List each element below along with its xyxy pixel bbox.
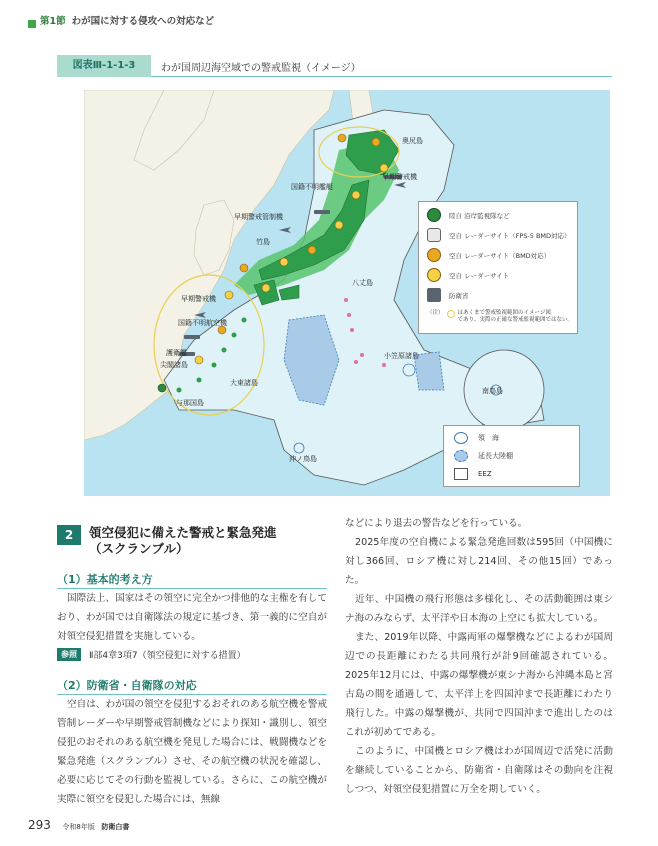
label-kokuseki: 国籍不明艦艇 [291,183,333,191]
label-ogasawara: 小笠原諸島 [384,352,419,360]
legend-row-2: 空自 レーダーサイト（FPS-5 BMD対応） [427,228,571,242]
section2-heading [57,525,327,557]
section-title [40,13,214,27]
reference-badge: 参照 [57,648,81,661]
paragraph-4: 近年、中国機の飛行形態は多様化し、その活動範囲は東シナ海のみならず、太平洋や日本海の上空にも拡大している。 [345,594,613,624]
figure-badge: 図表Ⅲ-1-1-3 [57,55,151,77]
section-number: 第1節 [40,16,66,27]
territorial-sea-icon [454,432,468,444]
subheading-2: （2）防衛省・自衛隊の対応 [57,677,327,695]
label-daito: 大東諸島 [230,379,258,387]
figure-title: わが国周辺海空域での警戒監視（イメージ） [161,63,361,74]
label-okinotori: 沖ノ鳥島 [289,455,317,463]
radar-site-icon [427,268,441,282]
label-souki2: 早期警戒機 [181,295,216,303]
label-hachijo: 八丈島 [352,279,373,287]
bmd-radar-icon [427,248,441,262]
paragraph-6: このように、中国機とロシア機はわが国周辺で活発に活動を継続していることから、防衛省・自衛隊はその動向を注視しつつ、対領空侵犯措置に万全を期していく。 [345,746,613,795]
section2-number: 2 [57,525,81,545]
map-legend [418,201,578,334]
section-subtitle: わが国に対する侵攻への対応など [71,16,215,27]
paragraph-2: 空自は、わが国の領空を侵犯するおそれのある航空機を警戒管制レーダーや早期警戒管制機などにより探知・識別し、領空侵犯のおそれのある航空機を発見した場合には、戦闘機などを緊急発進（スクランブル）させ、その航空機の状況を確認し、必要に応じてその行動を監視している。さらに、この航空機が実際に領空を侵犯した場合には、無線 [57,699,327,805]
label-senkaku: 尖閣諸島 [160,361,188,369]
legend2-row-2: 延長大陸棚 [454,450,513,462]
figure-title-bar [57,55,612,77]
label-okushiri: 奥尻島 [402,137,423,145]
left-column [57,525,327,809]
legend-row-3: 空自 レーダーサイト（BMD対応） [427,248,550,262]
legend-row-5: 防衛省 [427,288,469,302]
legend2-row-3: EEZ [454,468,492,480]
section-header [0,0,658,32]
label-yonaguni: 与那国島 [176,399,204,407]
label-kokuseki-ryokuki: 国籍不明航空機 [178,319,227,327]
page-number: 293 [28,818,51,832]
book-edition: 令和8年版 [62,823,95,831]
legend2-row-1: 領 海 [454,432,499,444]
legend-row-1: 陸自 沿岸監視隊など [427,208,510,222]
subheading-1: （1）基本的考え方 [57,571,327,589]
reference-text: Ⅱ部4章3項7（領空侵犯に対する措置） [89,651,246,661]
range-ellipse-icon [447,310,455,318]
fps5-radar-icon [427,228,441,242]
section2-title: 領空侵犯に備えた警戒と緊急発進 （スクランブル） [89,525,277,556]
section-marker [28,20,36,28]
right-column [345,514,613,799]
paragraph-5: また、2019年以降、中露両軍の爆撃機などによるわが国周辺での長距離にわたる共同飛行が計9回確認されている。2025年12月には、中露の爆撃機が東シナ海から沖縄本島と宮古島の間を通過して、太平洋上を四国沖まで長距離にわたり飛行した。中露の爆撃機が、共同で四国沖まで進出したのはこれが初めてである。 [345,632,613,738]
label-souki-kansei: 早期警戒管制機 [234,213,283,221]
legend-note: （注） はあくまで警戒監視範囲のイメージ図 であり、実際の正確な警戒監視範囲ではない。 [427,310,574,323]
label-souki1: 早期警戒機 [382,173,417,181]
paragraph-continued: などにより退去の警告などを行っている。 [345,518,528,529]
eez-icon [454,468,468,480]
reference-line [57,648,327,661]
book-title: 防衛白書 [101,823,130,831]
paragraph-1: 国際法上、国家はその領空に完全かつ排他的な主権を有しており、わが国では自衛隊法の規定に基づき、第一義的に空自が対領空侵犯措置を実施している。 [57,593,327,642]
label-goeikan: 護衛艦 [166,349,187,357]
page-footer [28,818,129,832]
paragraph-3: 2025年度の空自機による緊急発進回数は595回（中国機に対し366回、ロシア機に対し214回、その他15回）であった。 [345,537,613,586]
label-minamitori: 南鳥島 [482,387,503,395]
continental-shelf-icon [454,450,468,462]
legend-row-4: 空自 レーダーサイト [427,268,509,282]
mod-building-icon [427,288,441,302]
zone-legend [443,425,580,487]
label-takeshima: 竹島 [256,238,270,246]
army-coastal-icon [427,208,441,222]
